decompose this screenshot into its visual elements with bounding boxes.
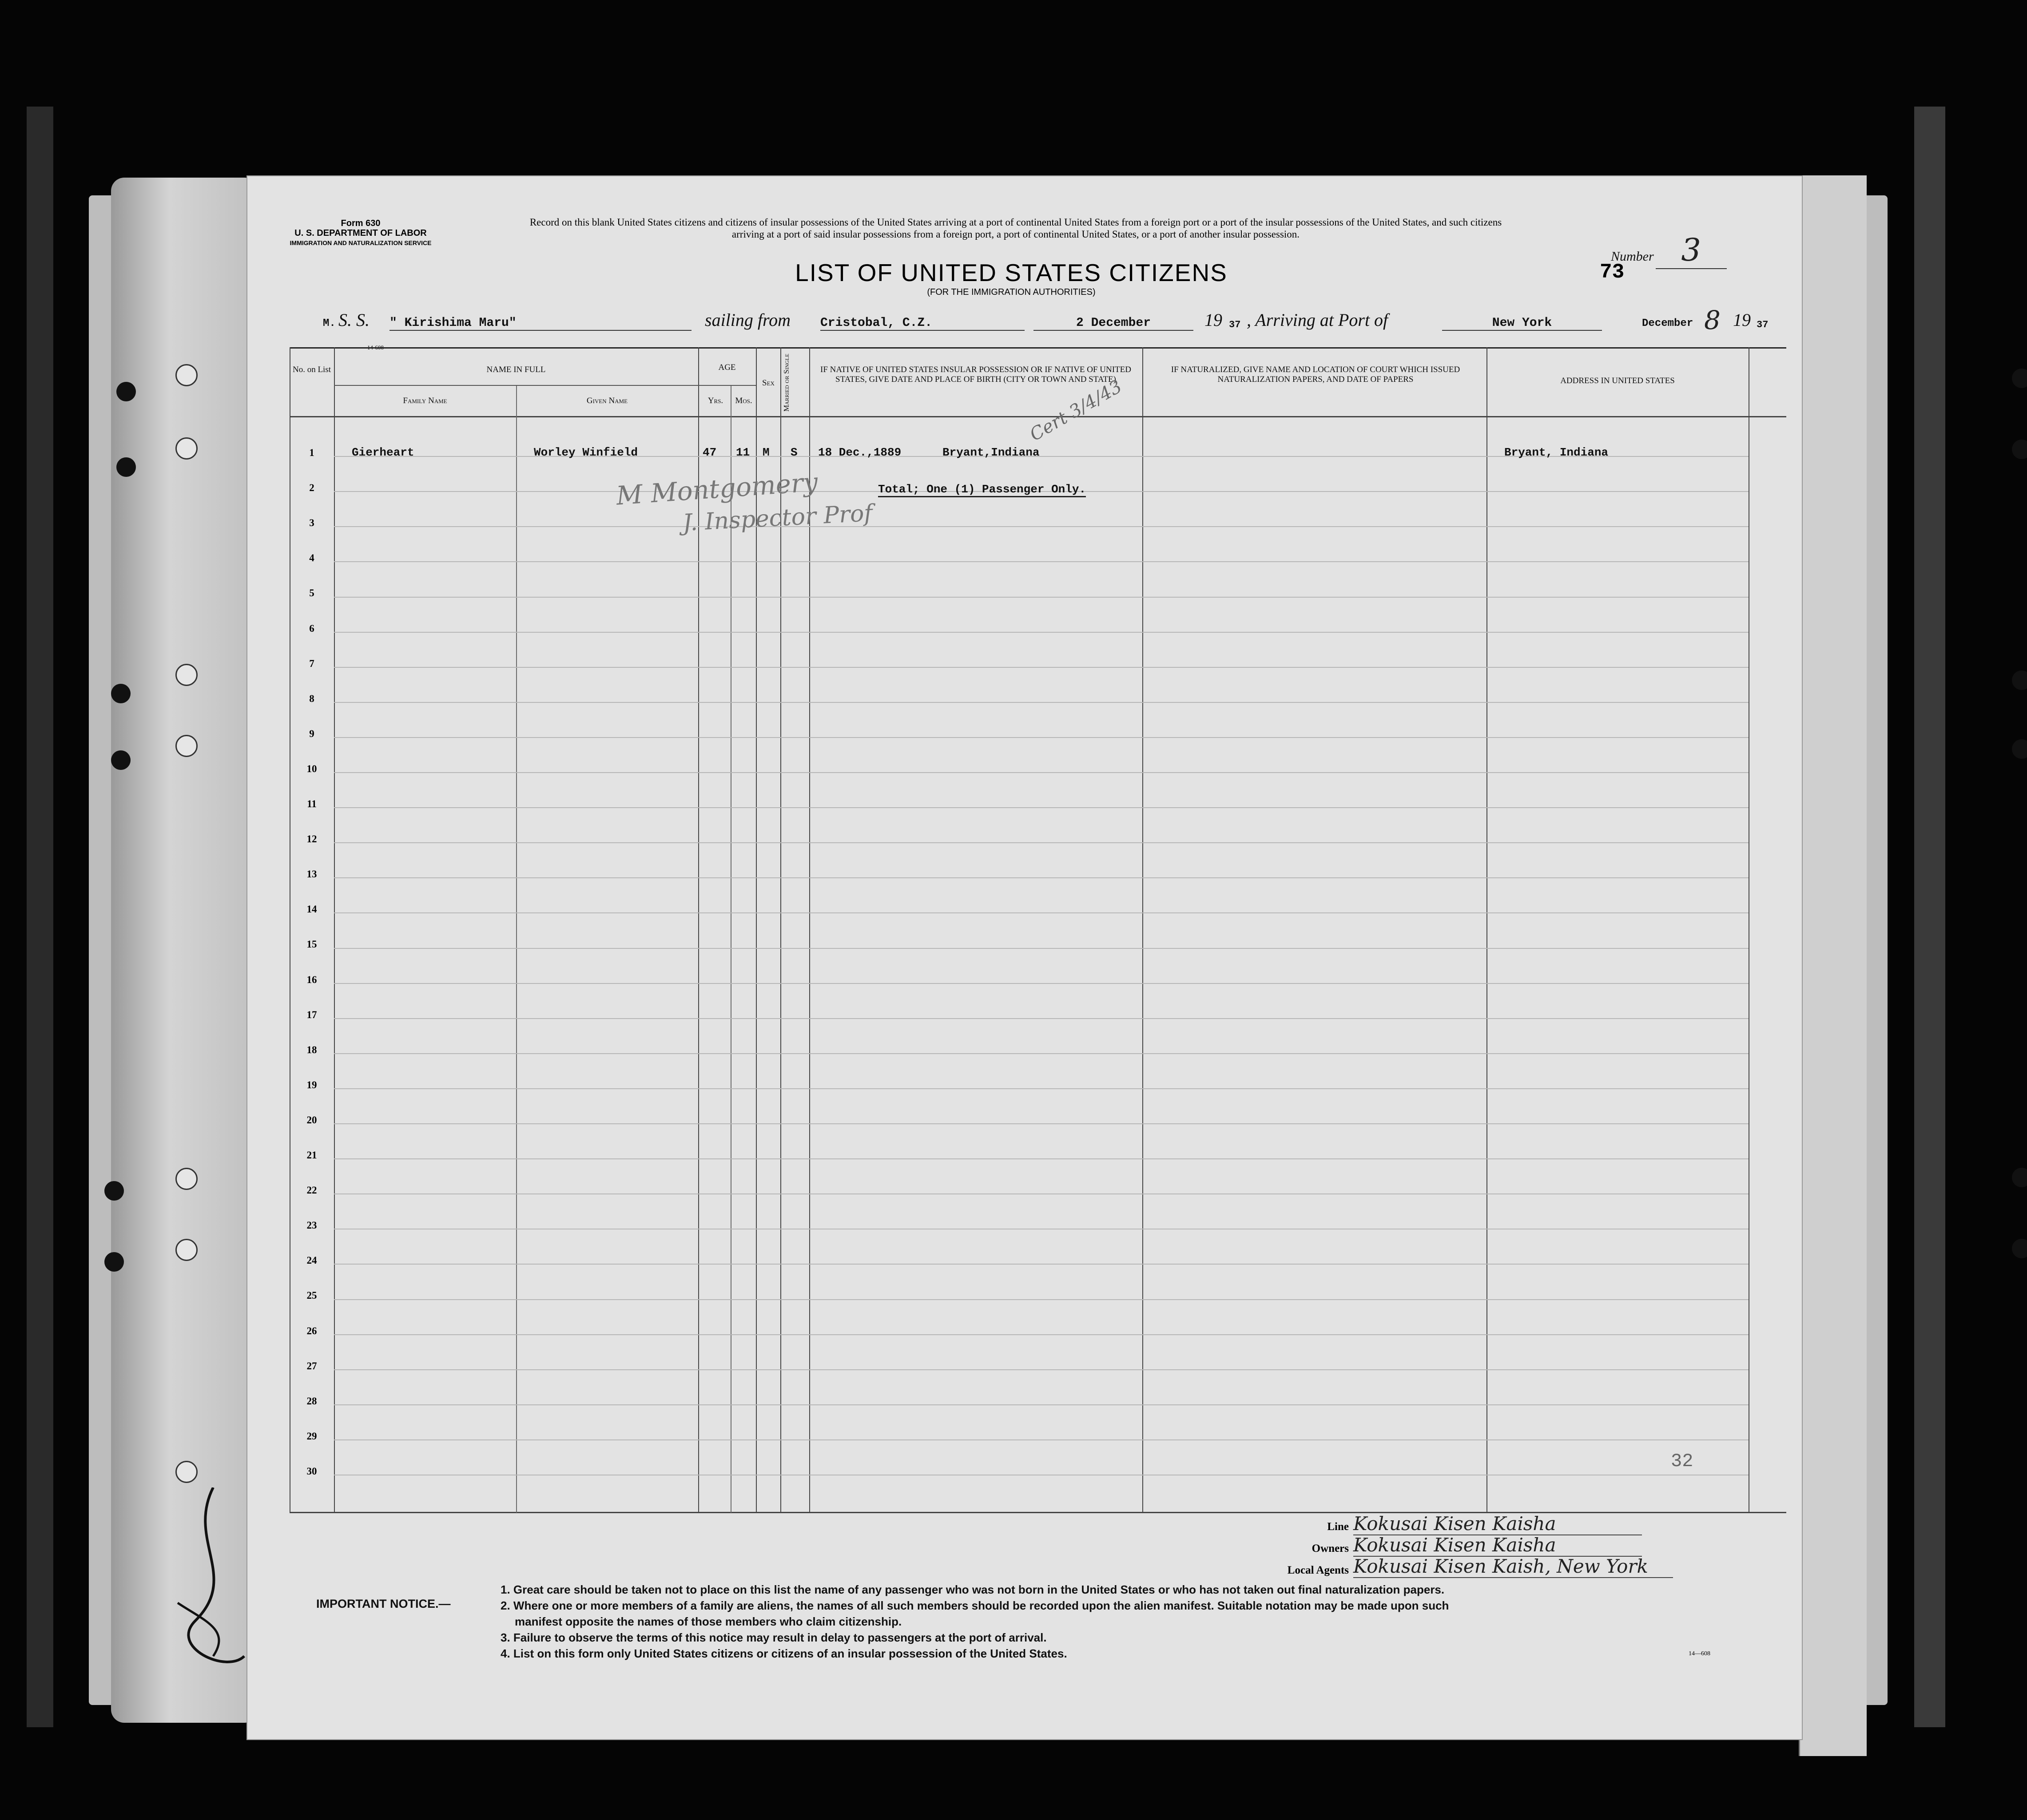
row-rule — [334, 1088, 1749, 1089]
film-edge-right — [1914, 107, 1945, 1727]
row-number: 27 — [306, 1360, 317, 1372]
row-rule — [334, 632, 1749, 633]
row-number: 30 — [306, 1465, 317, 1477]
row-rule — [334, 983, 1749, 984]
inspector-signature: M Montgomery — [615, 467, 819, 511]
row-number: 16 — [306, 974, 317, 985]
row-number: 14 — [306, 904, 317, 915]
col-yrs: Yrs. — [707, 396, 723, 405]
row-number: 12 — [306, 833, 317, 845]
row-rule — [334, 1158, 1749, 1159]
row-number: 18 — [306, 1044, 317, 1055]
col-no-on-list: No. on List — [292, 365, 331, 374]
row-number: 4 — [309, 552, 314, 564]
row-number: 24 — [306, 1255, 317, 1266]
punch-hole-icon — [175, 735, 198, 757]
binding-string-icon — [160, 1487, 249, 1674]
voyage-prefix: M. — [323, 317, 336, 329]
row-number: 29 — [306, 1430, 317, 1442]
row-number: 20 — [306, 1114, 317, 1126]
stamp-number: 73 — [1600, 261, 1625, 284]
punch-hole-icon — [175, 1461, 198, 1483]
notice-item-3: 3. Failure to observe the terms of this notice may result in delay to passengers at the port of arrival. — [501, 1631, 1047, 1644]
company-block — [1238, 1513, 1762, 1579]
row-rule — [334, 772, 1749, 773]
row-rule — [334, 1053, 1749, 1054]
punch-hole-icon — [175, 1168, 198, 1190]
sailing-from-label: sailing from — [705, 310, 791, 330]
punch-hole-icon — [111, 750, 131, 770]
row-number: 11 — [307, 798, 317, 809]
row-rule — [334, 877, 1749, 878]
row-rule — [334, 561, 1749, 562]
agents-value: Kokusai Kisen Kaish, New York — [1353, 1555, 1673, 1578]
line-label: Line — [1327, 1521, 1349, 1533]
passenger-birth-place: Bryant,Indiana — [942, 446, 1040, 459]
row-number: 6 — [309, 623, 314, 634]
punch-hole-icon — [2012, 369, 2027, 388]
col-age: AGE — [718, 363, 736, 372]
col-line — [1486, 347, 1487, 1513]
col-name-in-full: NAME IN FULL — [486, 365, 546, 374]
row-number: 19 — [306, 1079, 317, 1090]
punch-hole-icon — [104, 1252, 124, 1272]
age-subheader-rule — [698, 385, 756, 386]
punch-hole-icon — [2012, 670, 2027, 690]
notice-item-2: 2. Where one or more members of a family are aliens, the names of all such members should be recorded upon the alien manifest. Suitable notation may be made upon such — [501, 1599, 1449, 1612]
owners-label: Owners — [1312, 1542, 1349, 1554]
arriving-label: , Arriving at Port of — [1247, 310, 1388, 330]
row-number: 22 — [306, 1185, 317, 1196]
passenger-birth-date: 18 Dec.,1889 — [818, 446, 902, 459]
punch-hole-icon — [175, 1239, 198, 1261]
passenger-mos: 11 — [736, 446, 750, 459]
punch-hole-icon — [2012, 739, 2027, 759]
sail-year: 37 — [1229, 319, 1241, 330]
notice-item-4: 4. List on this form only United States citizens or citizens of an insular possession of the United States. — [501, 1647, 1067, 1660]
notice-title: IMPORTANT NOTICE.— — [316, 1597, 451, 1610]
page-number: 32 — [1671, 1451, 1693, 1472]
manifest-page — [246, 175, 1803, 1740]
row-number: 3 — [309, 517, 314, 529]
punch-hole-icon — [175, 364, 198, 386]
sail-year-prefix: 19 — [1204, 310, 1222, 330]
col-given-name: Given Name — [586, 396, 628, 405]
inspector-title: J. Inspector Prof — [682, 500, 874, 537]
form-meta — [287, 218, 434, 248]
punch-hole-icon — [175, 437, 198, 460]
table-top-rule — [290, 347, 1786, 349]
row-rule — [334, 842, 1749, 843]
arrival-month: December — [1642, 317, 1693, 329]
row-number: 8 — [309, 693, 314, 704]
row-rule — [334, 807, 1749, 808]
notice-item-1: 1. Great care should be taken not to place on this list the name of any passenger who was not born in the United States or who has not taken out final naturalization papers. — [501, 1583, 1445, 1596]
row-rule — [334, 912, 1749, 913]
row-rule — [334, 948, 1749, 949]
row-rule — [334, 1404, 1749, 1405]
punch-hole-icon — [111, 684, 131, 703]
owners-value: Kokusai Kisen Kaisha — [1353, 1534, 1642, 1557]
table-header-rule — [290, 416, 1786, 417]
col-naturalization: IF NATURALIZED, GIVE NAME AND LOCATION OF COURT WHICH ISSUED NATURALIZATION PAPERS, AND DATE OF PAPERS — [1171, 365, 1460, 384]
passenger-given-name: Worley Winfield — [534, 446, 638, 459]
passenger-sex: M — [763, 446, 770, 459]
total-line: Total; One (1) Passenger Only. — [878, 483, 1086, 497]
row-number: 26 — [306, 1325, 317, 1336]
service-name: IMMIGRATION AND NATURALIZATION SERVICE — [290, 239, 432, 246]
punch-hole-icon — [116, 382, 136, 401]
col-mos: Mos. — [735, 396, 752, 405]
row-rule — [334, 1299, 1749, 1300]
line-value: Kokusai Kisen Kaisha — [1353, 1513, 1642, 1535]
passenger-address: Bryant, Indiana — [1504, 446, 1609, 459]
row-rule — [334, 1439, 1749, 1440]
punch-hole-icon — [175, 664, 198, 686]
row-number: 2 — [309, 482, 314, 494]
row-number: 21 — [306, 1150, 317, 1161]
row-rule — [334, 1018, 1749, 1019]
row-rule — [334, 1334, 1749, 1335]
page-subtitle: (FOR THE IMMIGRATION AUTHORITIES) — [927, 287, 1096, 297]
notice-item-2-cont: manifest opposite the names of those members who claim citizenship. — [515, 1615, 902, 1628]
notice-list — [501, 1582, 1789, 1661]
sailing-from-port: Cristobal, C.Z. — [820, 316, 1025, 331]
col-birth-info: IF NATIVE OF UNITED STATES INSULAR POSSESSION OR IF NATIVE OF UNITED STATES, GIVE DATE AND PLACE OF BIRTH (CITY OR TOWN AND STATE) — [820, 365, 1131, 384]
punch-hole-icon — [116, 457, 136, 477]
row-rule — [334, 597, 1749, 598]
footer-code: 14—608 — [1689, 1650, 1710, 1657]
page-edge-right — [1799, 175, 1867, 1756]
row-number: 9 — [309, 728, 314, 739]
row-number: 7 — [309, 658, 314, 669]
arrival-year: 37 — [1757, 319, 1769, 330]
row-rule — [334, 1369, 1749, 1370]
row-number: 15 — [306, 939, 317, 950]
col-line — [516, 385, 517, 1513]
col-married-single: Married or Single — [782, 353, 791, 412]
film-edge-left — [27, 107, 53, 1727]
row-rule — [334, 1123, 1749, 1124]
row-number: 25 — [306, 1290, 317, 1301]
row-number: 23 — [306, 1220, 317, 1231]
name-subheader-rule — [334, 385, 698, 386]
passenger-marital: S — [791, 446, 798, 459]
ship-name: " Kirishima Maru" — [390, 316, 692, 331]
sailing-date: 2 December — [1033, 316, 1193, 331]
voyage-line — [323, 305, 1789, 341]
col-address: ADDRESS IN UNITED STATES — [1560, 376, 1675, 385]
col-line — [334, 347, 335, 1513]
row-rule — [334, 702, 1749, 703]
ship-type-label: S. S. — [338, 310, 370, 330]
row-rule — [334, 526, 1749, 527]
passenger-family-name: Gierheart — [352, 446, 414, 459]
row-rule — [334, 1264, 1749, 1265]
row-number: 10 — [306, 763, 317, 774]
col-line — [1142, 347, 1143, 1513]
col-sex: Sex — [762, 378, 775, 388]
row-number: 28 — [306, 1395, 317, 1407]
number-value: 3 — [1656, 232, 1727, 269]
col-family-name: Family Name — [403, 396, 447, 405]
marginal-notation: Cert 3/4/43 — [1026, 376, 1125, 445]
arrival-port: New York — [1442, 316, 1602, 331]
department-name: U. S. DEPARTMENT OF LABOR — [294, 228, 427, 238]
row-number: 13 — [306, 868, 317, 880]
row-number: 17 — [306, 1009, 317, 1020]
punch-hole-icon — [2012, 1168, 2027, 1187]
row-rule — [334, 737, 1749, 738]
row-rule — [334, 667, 1749, 668]
row-number: 1 — [309, 447, 314, 458]
page-title: LIST OF UNITED STATES CITIZENS — [795, 259, 1228, 286]
number-label: Number — [1611, 249, 1654, 264]
punch-hole-icon — [104, 1181, 124, 1201]
form-number: Form 630 — [341, 218, 381, 228]
passenger-yrs: 47 — [703, 446, 717, 459]
punch-hole-icon — [2012, 440, 2027, 459]
row-number: 5 — [309, 587, 314, 599]
arrival-year-prefix: 19 — [1733, 310, 1751, 330]
record-instructions: Record on this blank United States citizens and citizens of insular possessions of the United States arriving at a port of continental United States from a foreign port or a port of the insular possessions of the United States, and such citizens arriving at a port of said insular possessions from a foreign port, a port of continental United States, or a port of another insular possession. — [529, 217, 1502, 240]
punch-hole-icon — [2012, 1239, 2027, 1258]
arrival-day: 8 — [1704, 305, 1721, 335]
number-field — [1611, 232, 1727, 269]
agents-label: Local Agents — [1287, 1564, 1349, 1576]
